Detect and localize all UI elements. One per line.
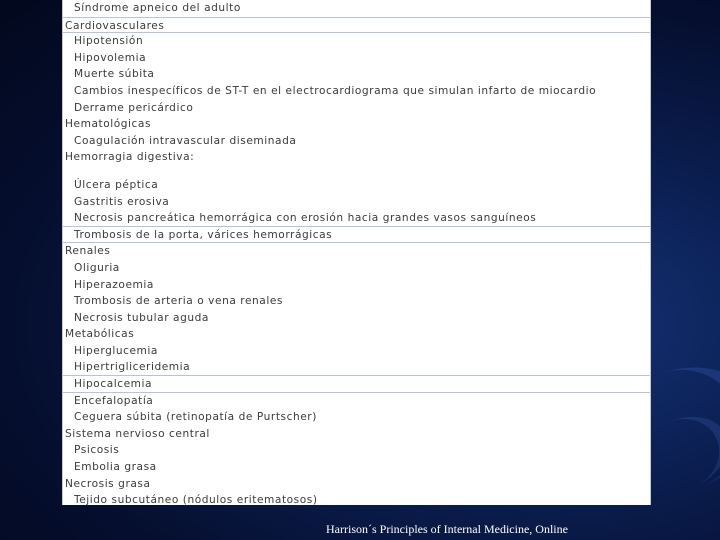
- table-row: Síndrome apneico del adulto: [74, 2, 241, 14]
- table-row: Hipertrigliceridemia: [63, 359, 650, 376]
- table-row: Coagulación intravascular diseminada: [74, 134, 297, 147]
- table-row: Ceguera súbita (retinopatía de Purtscher): [74, 411, 317, 424]
- table-row: Oliguria: [74, 261, 120, 274]
- table-row: Hipovolemia: [74, 51, 147, 64]
- complications-table: [62, 0, 651, 505]
- table-row: Derrame pericárdico: [74, 101, 194, 114]
- table-row: Tejido subcutáneo (nódulos eritematosos): [74, 494, 318, 505]
- section-heading: Cardiovasculares: [63, 17, 650, 34]
- table-row: Trombosis de la porta, várices hemorrágicas: [63, 227, 650, 244]
- table-row: Cambios inespecíficos de ST-T en el electrocardiograma que simulan infarto de miocardio: [74, 84, 597, 97]
- table-row: Psicosis: [74, 444, 120, 457]
- section-heading: Metabólicas: [65, 328, 135, 341]
- table-row: Encefalopatía: [74, 394, 154, 407]
- section-heading: Hematológicas: [65, 118, 152, 131]
- table-row: Muerte súbita: [74, 68, 155, 81]
- table-row: Gastritis erosiva: [74, 195, 170, 208]
- table-row: Trombosis de arteria o vena renales: [74, 295, 283, 308]
- table-row: Hiperglucemia: [74, 344, 158, 357]
- table-row: Necrosis pancreática hemorrágica con erosión hacia grandes vasos sanguíneos: [63, 210, 650, 227]
- table-row: Hiperazoemia: [74, 278, 154, 291]
- table-row: Hipocalcemia: [63, 376, 650, 393]
- section-heading: Sistema nervioso central: [65, 427, 210, 440]
- table-row: Úlcera péptica: [74, 178, 159, 191]
- section-heading: Renales: [65, 245, 111, 258]
- section-heading: Necrosis grasa: [65, 477, 151, 490]
- table-row: Hipotensión: [74, 35, 144, 48]
- source-caption: Harrison´s Principles of Internal Medicine, Online: [326, 522, 568, 536]
- section-heading: Hemorragia digestiva:: [65, 151, 195, 164]
- table-row: Embolia grasa: [74, 461, 157, 474]
- row-spacer: [63, 166, 650, 177]
- table-row: Necrosis tubular aguda: [74, 311, 209, 324]
